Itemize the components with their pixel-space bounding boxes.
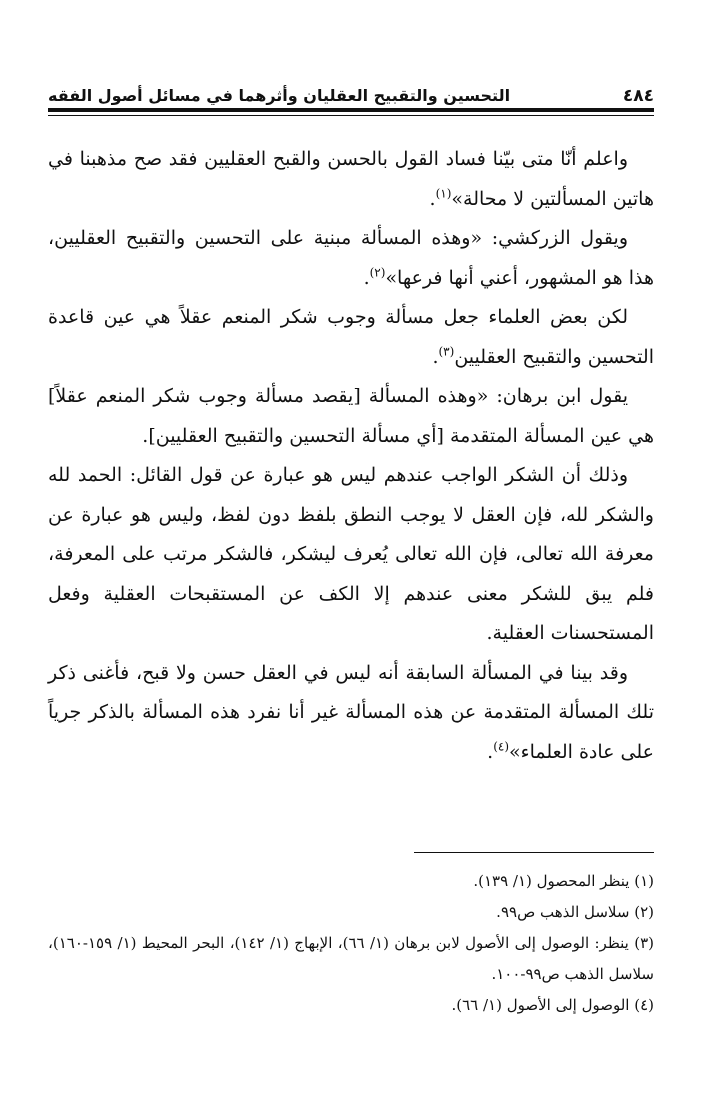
book-page — [48, 0, 654, 1102]
footnote-ref[interactable]: (٢) — [369, 265, 386, 280]
footnote-ref[interactable]: (١) — [435, 186, 452, 201]
footnote-ref[interactable]: (٤) — [493, 739, 510, 754]
paragraph: وقد بينا في المسألة السابقة أنه ليس في العقل حسن ولا قبح، فأغنى ذكر تلك المسألة المتقدمة عن هذه المسألة غير أنا نفرد هذه المسألة بالذكر جرياً على عادة العلماء»$^{(٤)}$. — [48, 661, 654, 763]
paragraph: واعلم أنّا متى بيّنا فساد القول بالحسن والقبح العقليين فقد صح مذهبنا في هاتين المسألتين لا محالة»$^{(١)}$. — [48, 148, 654, 210]
header-rule-thin — [48, 115, 654, 116]
footnote: (٤) الوصول إلى الأصول (١/ ٦٦). — [451, 996, 654, 1014]
paragraph: وذلك أن الشكر الواجب عندهم ليس هو عبارة عن قول القائل: الحمد لله والشكر لله، فإن العقل لا يوجب النطق بلفظ دون لفظ، وليس هو عبارة عن معرفة الله تعالى، فإن الله تعالى يُعرف ليشكر، فالشكر مرتب على المعرفة، فلم يبق للشكر معنى عندهم إلا الكف عن المستقبحات العقلية وفعل المستحسنات العقلية. — [48, 464, 654, 644]
header-rule-thick — [48, 108, 654, 112]
page-header — [48, 72, 654, 106]
footnote-ref[interactable]: (٣) — [438, 344, 455, 359]
footnote-separator — [414, 852, 654, 853]
running-title: التحسين والتقبيح العقليان وأثرهما في مسائل أصول الفقه — [48, 86, 511, 105]
main-text — [48, 140, 654, 772]
footnotes — [48, 866, 654, 1021]
footnote: (٣) ينظر: الوصول إلى الأصول لابن برهان (١/ ٦٦)، الإبهاج (١/ ١٤٢)، البحر المحيط (١/ ١٥٩-١٦٠)، سلاسل الذهب ص٩٩-١٠٠. — [48, 934, 654, 983]
paragraph: يقول ابن برهان: «وهذه المسألة [يقصد مسألة وجوب شكر المنعم عقلاً] هي عين المسألة المتقدمة [أي مسألة التحسين والتقبيح العقليين]. — [48, 385, 654, 447]
footnote: (١) ينظر المحصول (١/ ١٣٩). — [473, 872, 654, 890]
paragraph: لكن بعض العلماء جعل مسألة وجوب شكر المنعم عقلاً هي عين قاعدة التحسين والتقبيح العقليين$^{(٣)}$. — [48, 306, 654, 368]
paragraph: ويقول الزركشي: «وهذه المسألة مبنية على التحسين والتقبيح العقليين، هذا هو المشهور، أعني أنها فرعها»$^{(٢)}$. — [48, 227, 654, 289]
footnote: (٢) سلاسل الذهب ص٩٩. — [496, 903, 654, 921]
page-number: ٤٨٤ — [622, 86, 654, 106]
